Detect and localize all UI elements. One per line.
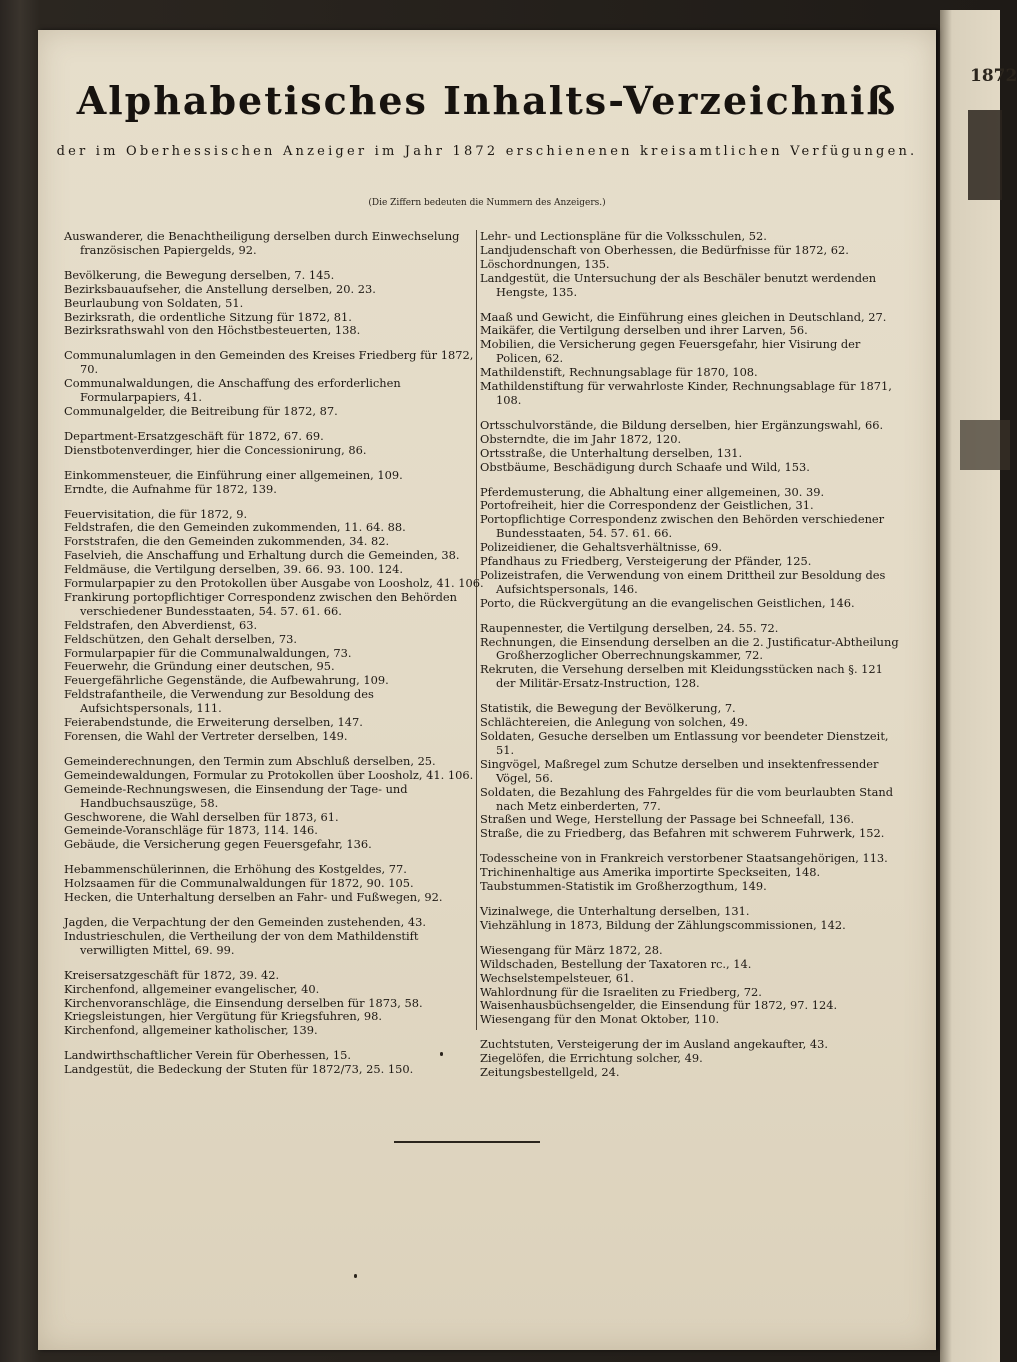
index-entry: Hecken, die Unterhaltung derselben an Fahr- und Fußwegen, 92. bbox=[64, 890, 443, 905]
index-entry: Mathildenstiftung für verwahrloste Kinder, Rechnungsablage für 1871, 108. bbox=[480, 379, 892, 407]
index-entry: Gemeindewaldungen, Formular zu Protokollen über Loosholz, 41. 106. bbox=[64, 767, 474, 782]
index-entry: Feuerwehr, die Gründung einer deutschen, 95. bbox=[64, 659, 335, 674]
index-entry: Hebammenschülerinnen, die Erhöhung des Kostgeldes, 77. bbox=[64, 862, 407, 877]
ink-mark bbox=[440, 1052, 443, 1056]
index-entry: Landjudenschaft von Oberhessen, die Bedürfnisse für 1872, 62. bbox=[480, 242, 849, 257]
index-entry: Beurlaubung von Soldaten, 51. bbox=[64, 295, 244, 310]
index-entry: Bevölkerung, die Bewegung derselben, 7. 145. bbox=[64, 267, 335, 282]
index-group bbox=[64, 230, 484, 258]
index-entry: Porto, die Rückvergütung an die evangelischen Geistlichen, 146. bbox=[480, 595, 855, 610]
index-entry: Faselvieh, die Anschaffung und Erhaltung durch die Gemeinden, 38. bbox=[64, 548, 460, 563]
index-group bbox=[480, 1038, 900, 1080]
index-entry: Gebäude, die Versicherung gegen Feuersgefahr, 136. bbox=[64, 837, 372, 852]
index-entry: Kirchenfond, allgemeiner katholischer, 139. bbox=[64, 1023, 318, 1038]
index-group bbox=[64, 349, 484, 419]
index-entry: Feuervisitation, die für 1872, 9. bbox=[64, 506, 248, 521]
index-entry: Mathildenstift, Rechnungsablage für 1870, 108. bbox=[480, 365, 758, 380]
index-entry: Holzsaamen für die Communalwaldungen für 1872, 90. 105. bbox=[64, 876, 414, 891]
index-entry: Wechselstempelsteuer, 61. bbox=[480, 970, 634, 985]
index-entry: Formularpapier zu den Protokollen über Ausgabe von Loosholz, 41. 106. bbox=[64, 576, 484, 591]
index-entry: Communalgelder, die Beitreibung für 1872, 87. bbox=[64, 403, 338, 418]
page-note: (Die Ziffern bedeuten die Nummern des Anzeigers.) bbox=[368, 198, 606, 208]
index-group bbox=[64, 430, 484, 458]
index-entry: Bezirksbauaufseher, die Anstellung derselben, 20. 23. bbox=[64, 281, 376, 296]
index-entry: Feldstrafantheile, die Verwendung zur Besoldung des Aufsichtspersonals, 111. bbox=[64, 687, 374, 716]
index-entry: Frankirung portopflichtiger Correspondenz zwischen den Behörden verschiedener Bundesstaaten, 54. 57. 61. 66. bbox=[64, 589, 457, 618]
index-group bbox=[64, 469, 484, 497]
index-entry: Wiesengang für März 1872, 28. bbox=[480, 942, 663, 957]
index-entry: Industrieschulen, die Vertheilung der von dem Mathildenstift verwilligten Mittel, 69. 99. bbox=[64, 928, 419, 957]
index-entry: Obsterndte, die im Jahr 1872, 120. bbox=[480, 431, 682, 446]
index-group bbox=[480, 702, 900, 841]
index-entry: Auswanderer, die Benachtheiligung derselben durch Einwechselung französischen Papiergelds, 92. bbox=[64, 229, 460, 257]
index-group bbox=[480, 230, 900, 300]
index-entry: Erndte, die Aufnahme für 1872, 139. bbox=[64, 481, 277, 496]
index-entry: Portofreiheit, hier die Correspondenz der Geistlichen, 31. bbox=[480, 498, 814, 513]
index-entry: Communalwaldungen, die Anschaffung des erforderlichen Formularpapiers, 41. bbox=[64, 376, 401, 405]
index-entry: Jagden, die Verpachtung der den Gemeinden zustehenden, 43. bbox=[64, 914, 426, 929]
left-column bbox=[64, 230, 484, 1088]
index-entry: Feldstrafen, den Abverdienst, 63. bbox=[64, 617, 258, 632]
index-entry: Viehzählung in 1873, Bildung der Zählungscommissionen, 142. bbox=[480, 917, 846, 932]
index-entry: Dienstbotenverdinger, hier die Concessionirung, 86. bbox=[64, 442, 367, 457]
right-column bbox=[480, 230, 900, 1091]
index-entry: Forensen, die Wahl der Vertreter derselben, 149. bbox=[64, 729, 348, 743]
index-entry: Soldaten, Gesuche derselben um Entlassung vor beendeter Dienstzeit, 51. bbox=[480, 729, 889, 757]
index-entry: Feldstrafen, die den Gemeinden zukommenden, 11. 64. 88. bbox=[64, 520, 406, 535]
index-entry: Statistik, die Bewegung der Bevölkerung, 7. bbox=[480, 701, 736, 716]
index-entry: Kreisersatzgeschäft für 1872, 39. 42. bbox=[64, 967, 280, 982]
index-entry: Rekruten, die Versehung derselben mit Kleidungsstücken nach §. 121 der Militär-Ersatz-Instruction, 128. bbox=[480, 662, 883, 691]
index-entry: Gemeinde-Rechnungswesen, die Einsendung der Tage- und Handbuchsauszüge, 58. bbox=[64, 781, 408, 810]
index-group bbox=[480, 905, 900, 933]
index-entry: Feldschützen, den Gehalt derselben, 73. bbox=[64, 631, 297, 646]
index-group bbox=[64, 863, 484, 905]
index-entry: Maikäfer, die Vertilgung derselben und ihrer Larven, 56. bbox=[480, 323, 808, 338]
index-entry: Ziegelöfen, die Errichtung solcher, 49. bbox=[480, 1051, 703, 1066]
index-entry: Kirchenvoranschläge, die Einsendung derselben für 1873, 58. bbox=[64, 995, 423, 1010]
index-entry: Landgestüt, die Bedeckung der Stuten für 1872/73, 25. 150. bbox=[64, 1062, 414, 1077]
index-group bbox=[64, 969, 484, 1039]
ink-mark bbox=[354, 1274, 357, 1278]
index-entry: Zuchtstuten, Versteigerung der im Ausland angekaufter, 43. bbox=[480, 1037, 828, 1052]
index-entry: Landwirthschaftlicher Verein für Oberhessen, 15. bbox=[64, 1048, 352, 1063]
index-entry: Raupennester, die Vertilgung derselben, 24. 55. 72. bbox=[480, 620, 779, 635]
page-subtitle: der im Oberhessischen Anzeiger im Jahr 1872 erschienenen kreisamtlichen Verfügungen. bbox=[56, 144, 918, 159]
closing-rule bbox=[394, 1141, 540, 1143]
index-entry: Pfandhaus zu Friedberg, Versteigerung der Pfänder, 125. bbox=[480, 554, 812, 569]
index-entry: Vizinalwege, die Unterhaltung derselben, 131. bbox=[480, 903, 750, 918]
index-group bbox=[480, 944, 900, 1027]
page-title: Alphabetisches Inhalts-Verzeichniß bbox=[76, 78, 898, 123]
adjacent-page bbox=[940, 10, 1017, 1362]
index-group bbox=[64, 916, 484, 958]
index-entry: Pferdemusterung, die Abhaltung einer allgemeinen, 30. 39. bbox=[480, 484, 825, 499]
index-entry: Polizeidiener, die Gehaltsverhältnisse, 69. bbox=[480, 540, 722, 555]
index-group bbox=[480, 622, 900, 692]
index-entry: Waisenhausbüchsengelder, die Einsendung für 1872, 97. 124. bbox=[480, 998, 838, 1013]
index-group bbox=[64, 755, 484, 852]
index-entry: Zeitungsbestellgeld, 24. bbox=[480, 1065, 620, 1080]
index-group bbox=[64, 269, 484, 339]
index-group bbox=[480, 486, 900, 611]
index-entry: Mobilien, die Versicherung gegen Feuersgefahr, hier Visirung der Policen, 62. bbox=[480, 337, 861, 366]
index-group bbox=[64, 508, 484, 744]
index-entry: Ortsstraße, die Unterhaltung derselben, 131. bbox=[480, 445, 743, 460]
index-entry: Kirchenfond, allgemeiner evangelischer, 40. bbox=[64, 981, 320, 996]
adjacent-page-initial bbox=[968, 110, 1002, 200]
index-entry: Communalumlagen in den Gemeinden des Kreises Friedberg für 1872, 70. bbox=[64, 348, 474, 377]
index-entry: Gemeinde-Voranschläge für 1873, 114. 146. bbox=[64, 823, 318, 838]
index-entry: Wiesengang für den Monat Oktober, 110. bbox=[480, 1012, 720, 1027]
index-group bbox=[480, 852, 900, 894]
index-entry: Landgestüt, die Untersuchung der als Beschäler benutzt werdenden Hengste, 135. bbox=[480, 270, 877, 299]
index-entry: Bezirksrathswahl von den Höchstbesteuerten, 138. bbox=[64, 323, 361, 338]
index-entry: Feierabendstunde, die Erweiterung derselben, 147. bbox=[64, 715, 363, 730]
index-entry: Forststrafen, die den Gemeinden zukommenden, 34. 82. bbox=[64, 534, 390, 549]
index-entry: Maaß und Gewicht, die Einführung eines gleichen in Deutschland, 27. bbox=[480, 309, 887, 324]
index-entry: Ortsschulvorstände, die Bildung derselben, hier Ergänzungswahl, 66. bbox=[480, 417, 884, 432]
index-entry: Portopflichtige Correspondenz zwischen den Behörden verschiedener Bundesstaaten, 54. 57. 61. 66. bbox=[480, 512, 885, 541]
index-entry: Obstbäume, Beschädigung durch Schaafe und Wild, 153. bbox=[480, 459, 810, 474]
index-group bbox=[480, 419, 900, 475]
index-entry: Gemeinderechnungen, den Termin zum Abschluß derselben, 25. bbox=[64, 753, 436, 768]
index-entry: Straßen und Wege, Herstellung der Passage bei Schneefall, 136. bbox=[480, 812, 855, 827]
index-group bbox=[480, 311, 900, 408]
adjacent-page-year: 1872 bbox=[970, 66, 1017, 86]
index-entry: Polizeistrafen, die Verwendung von einem Drittheil zur Besoldung des Aufsichtspersonals, 146. bbox=[480, 567, 886, 596]
index-entry: Wildschaden, Bestellung der Taxatoren rc., 14. bbox=[480, 956, 752, 971]
index-entry: Feuergefährliche Gegenstände, die Aufbewahrung, 109. bbox=[64, 673, 389, 688]
index-entry: Kriegsleistungen, hier Vergütung für Kriegsfuhren, 98. bbox=[64, 1009, 383, 1024]
index-entry: Bezirksrath, die ordentliche Sitzung für 1872, 81. bbox=[64, 309, 352, 324]
adjacent-page-illustration bbox=[960, 420, 1010, 470]
index-group bbox=[64, 1049, 484, 1077]
index-entry: Soldaten, die Bezahlung des Fahrgeldes für die vom beurlaubten Stand nach Metz einberderten, 77. bbox=[480, 784, 893, 813]
index-entry: Singvögel, Maßregel zum Schutze derselben und insektenfressender Vögel, 56. bbox=[480, 756, 879, 785]
index-entry: Wahlordnung für die Israeliten zu Friedberg, 72. bbox=[480, 984, 762, 999]
index-entry: Feldmäuse, die Vertilgung derselben, 39. 66. 93. 100. 124. bbox=[64, 562, 403, 577]
index-entry: Taubstummen-Statistik im Großherzogthum, 149. bbox=[480, 879, 767, 894]
index-entry: Schlächtereien, die Anlegung von solchen, 49. bbox=[480, 715, 748, 730]
index-entry: Todesscheine von in Frankreich verstorbener Staatsangehörigen, 113. bbox=[480, 851, 888, 866]
index-entry: Einkommensteuer, die Einführung einer allgemeinen, 109. bbox=[64, 467, 403, 482]
index-entry: Straße, die zu Friedberg, das Befahren mit schwerem Fuhrwerk, 152. bbox=[480, 826, 885, 841]
index-entry: Trichinenhaltige aus Amerika importirte Speckseiten, 148. bbox=[480, 865, 821, 880]
index-entry: Löschordnungen, 135. bbox=[480, 256, 610, 271]
index-page bbox=[38, 30, 936, 1350]
index-entry: Geschworene, die Wahl derselben für 1873, 61. bbox=[64, 809, 339, 824]
index-entry: Formularpapier für die Communalwaldungen, 73. bbox=[64, 645, 352, 660]
index-entry: Lehr- und Lectionspläne für die Volksschulen, 52. bbox=[480, 229, 767, 243]
index-entry: Department-Ersatzgeschäft für 1872, 67. 69. bbox=[64, 428, 324, 443]
index-entry: Rechnungen, die Einsendung derselben an die 2. Justificatur-Abtheilung Großherzoglicher Oberrechnungskammer, 72. bbox=[480, 634, 899, 663]
